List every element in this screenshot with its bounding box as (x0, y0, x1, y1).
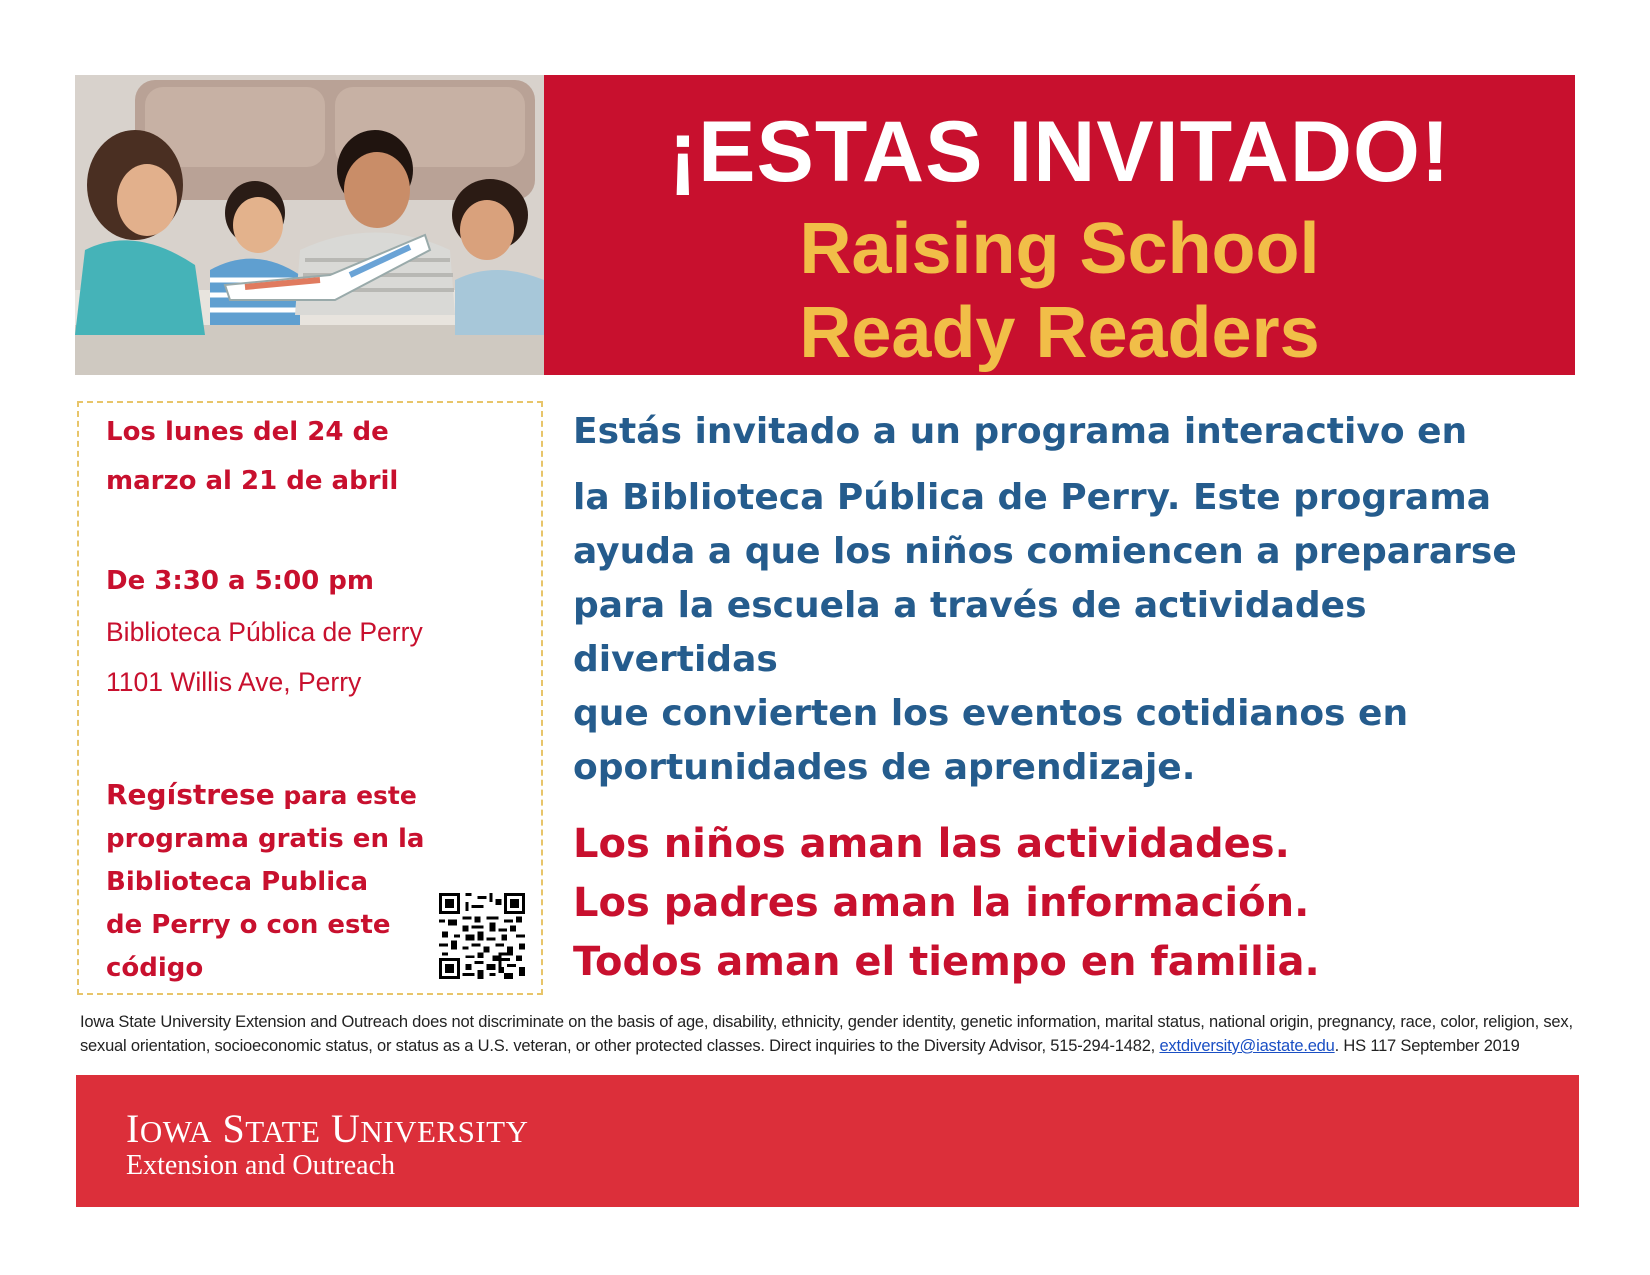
description-line-4: para la escuela a través de actividades divertidas (573, 585, 1367, 680)
description-line-1: Estás invitado a un programa interactivo en (573, 411, 1468, 452)
register-bold: Regístrese (106, 778, 275, 811)
title-banner (544, 75, 1575, 375)
footer-banner (76, 1075, 1579, 1207)
registration-line-2: programa gratis en la (106, 824, 425, 854)
nondiscrimination-statement (80, 1010, 1580, 1058)
university-logo (126, 1105, 528, 1152)
program-title (544, 207, 1575, 375)
logo-letter: I (126, 1106, 140, 1151)
photo-illustration (75, 75, 544, 375)
extension-label: Extension and Outreach (126, 1150, 396, 1181)
logo-letter: U (330, 1106, 361, 1151)
event-time: De 3:30 a 5:00 pm (106, 566, 375, 596)
registration-line-4: de Perry o con este (106, 910, 391, 940)
logo-smallcaps: NIVERSITY (360, 1114, 529, 1149)
register-line-1-rest: para este (274, 781, 417, 810)
program-title-line-1: Raising School (799, 209, 1320, 289)
qr-code-icon[interactable] (439, 893, 525, 979)
logo-letter: S (222, 1106, 246, 1151)
loves-line-parents: Los padres aman la información. (573, 880, 1310, 926)
disclaimer-text: Iowa State University Extension and Outreach does not discriminate on the basis of age, disability, ethnicity, gender identity, genetic information, marital status, national origin, pregnancy, race, color, religion, sex, sexual orientation, socioeconomic status, or status as a U.S. veteran, or other protected classes. Direct inquiries to the Diversity Advisor, 515-294-1482, (80, 1013, 1573, 1055)
registration-line-3: Biblioteca Publica (106, 867, 369, 897)
description-line-2: la Biblioteca Pública de Perry. Este programa (573, 477, 1491, 518)
description-line-5: que convierten los eventos cotidianos en (573, 693, 1409, 734)
dates-line-1: Los lunes del 24 de (106, 417, 389, 447)
logo-smallcaps: OWA (139, 1114, 212, 1149)
event-details-box (77, 401, 543, 995)
disclaimer-text-end: . HS 117 September 2019 (1334, 1037, 1520, 1055)
headline: ¡ESTAS INVITADO! (668, 104, 1451, 200)
event-address: 1101 Willis Ave, Perry (106, 667, 362, 697)
registration-text (106, 773, 436, 990)
loves-statements (573, 815, 1573, 992)
program-title-line-2: Ready Readers (799, 293, 1320, 373)
description-line-3: ayuda a que los niños comiencen a prepararse (573, 531, 1517, 572)
registration-line-1 (106, 773, 436, 818)
dates-line-2: marzo al 21 de abril (106, 466, 399, 496)
program-description (573, 405, 1573, 795)
event-location: Biblioteca Pública de Perry (106, 617, 423, 647)
registration-line-5: código (106, 953, 204, 983)
qr-code-graphic (439, 893, 525, 979)
loves-line-family: Todos aman el tiempo en familia. (573, 939, 1320, 985)
logo-smallcaps: TATE (245, 1114, 321, 1149)
description-line-6: oportunidades de aprendizaje. (573, 747, 1196, 788)
loves-line-children: Los niños aman las actividades. (573, 821, 1290, 867)
diversity-email-link[interactable]: extdiversity@iastate.edu (1159, 1037, 1335, 1055)
family-reading-photo (75, 75, 544, 375)
